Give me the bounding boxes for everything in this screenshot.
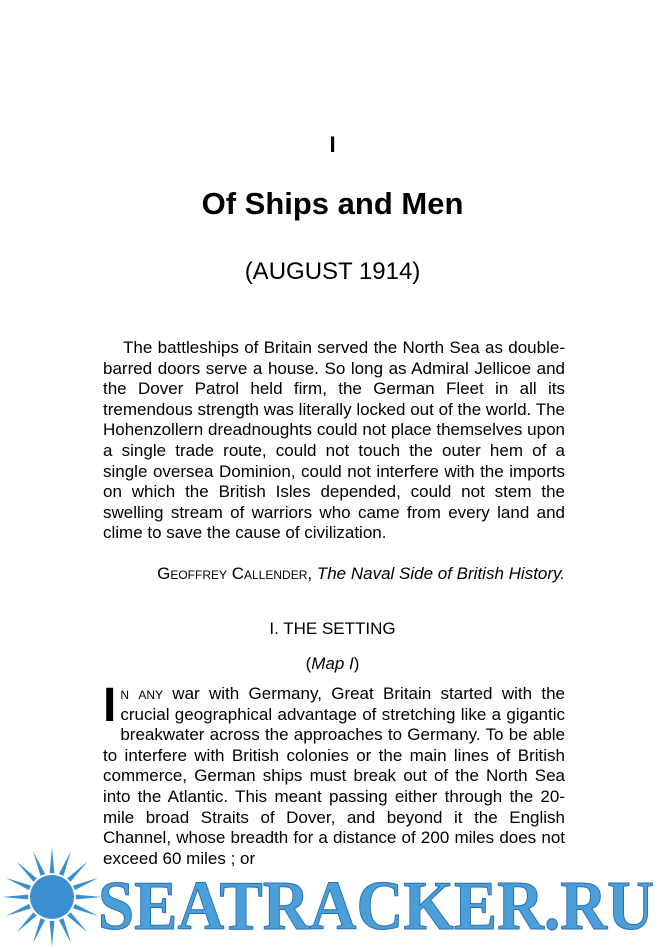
chapter-title: Of Ships and Men <box>201 186 464 221</box>
map-reference-label: Map I <box>311 654 354 673</box>
chapter-date: (AUGUST 1914) <box>244 258 421 285</box>
sun-icon <box>2 847 102 947</box>
lead-in: n any <box>120 684 163 703</box>
epigraph-source: The Naval Side of British History. <box>316 564 565 583</box>
epigraph-quote <box>103 338 565 544</box>
body-text: war with Germany, Great Britain started with the crucial geographical advantage of stretching like a gigantic breakwater across the approaches to Germany. To be able to interfere with British colonies or the main lines of British commerce, German ships must break out of the North Sea into the Atlantic. This meant passing either through the 20-mile broad Straits of Dover, and beyond it the English Channel, whose breadth for a distance of 200 miles does not exceed 60 miles ; or <box>103 684 565 868</box>
drop-cap: I <box>103 679 117 732</box>
map-reference: (Map I) <box>305 654 360 673</box>
epigraph-text: The battleships of Britain served the North Sea as double-barred doors serve a house. So long as Admiral Jellicoe and the Dover Patrol held firm, the German Fleet in all its tremendous strength was literally locked out of the world. The Hohenzollern dreadnoughts could not place themselves upon a single trade route, could not touch the outer hem of a single oversea Dominion, could not interfere with the imports on which the British Isles depended, could not stem the swelling stream of warriors who came from every land and clime to save the cause of civilization. <box>103 338 565 543</box>
seatracker-watermark-logo <box>0 843 665 949</box>
section-heading: I. THE SETTING <box>269 619 396 638</box>
epigraph-attribution: Geoffrey Callender, The Naval Side of British History. <box>157 564 565 583</box>
epigraph-author: Geoffrey Callender <box>157 564 308 583</box>
watermark-text: SEATRACKER.RU <box>98 868 654 945</box>
chapter-number: I <box>329 132 336 157</box>
body-paragraph <box>103 679 565 869</box>
